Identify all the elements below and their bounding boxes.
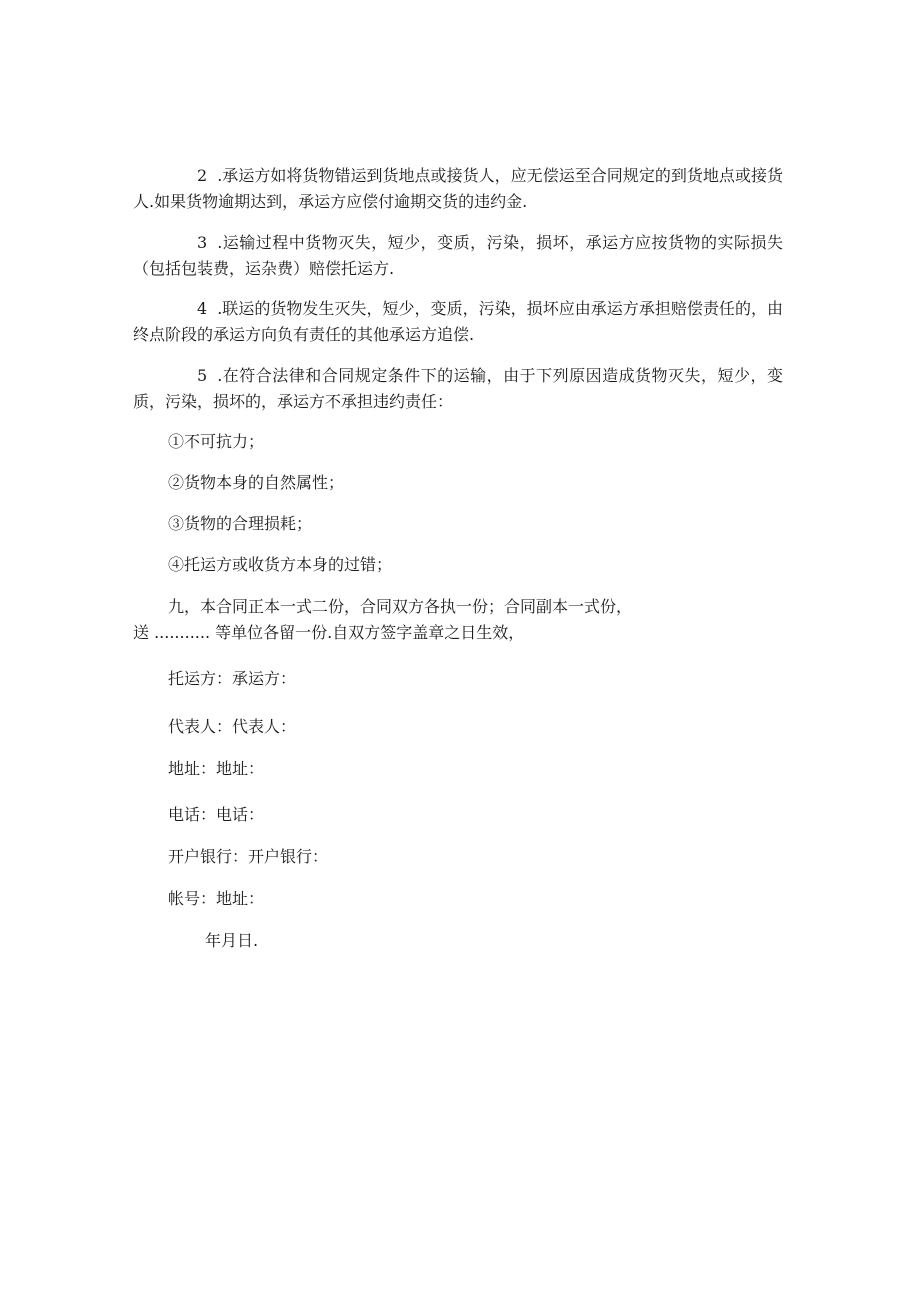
exemption-item: ④托运方或收货方本身的过错；	[168, 555, 393, 574]
clause-2	[133, 163, 783, 215]
clause-4	[133, 296, 783, 348]
signature-account-line: 帐号：地址：	[168, 889, 265, 908]
clause-number: 3	[197, 233, 208, 252]
signature-representative-line: 代表人：代表人：	[168, 717, 297, 736]
clause-text: .在符合法律和合同规定条件下的运输，由于下列原因造成货物灭失，短少，变质，污染，损坏的，承运方不承担违约责任：	[133, 366, 783, 411]
clause-text: .运输过程中货物灭失，短少，变质，污染，损坏，承运方应按货物的实际损失（包括包装费，运杂费）赔偿托运方.	[133, 233, 783, 278]
clause-9-line-1: 九，本合同正本一式二份，合同双方各执一份；合同副本一式份，	[168, 597, 633, 616]
clause-3	[133, 230, 783, 282]
clause-number: 4	[197, 299, 208, 318]
exemption-item: ③货物的合理损耗；	[168, 514, 313, 533]
signature-phone-line: 电话：电话：	[168, 805, 265, 824]
clause-text: .承运方如将货物错运到货地点或接货人，应无偿运至合同规定的到货地点或接货人.如果货物逾期达到，承运方应偿付逾期交货的违约金.	[133, 166, 783, 211]
date-line: 年月日.	[205, 931, 259, 950]
clause-number: 5	[197, 366, 208, 385]
signature-address-line: 地址：地址：	[168, 759, 265, 778]
exemption-item: ②货物本身的自然属性；	[168, 473, 345, 492]
signature-bank-line: 开户银行：开户银行：	[168, 847, 329, 866]
clause-text: .联运的货物发生灭失，短少，变质，污染，损坏应由承运方承担赔偿责任的，由终点阶段的承运方向负有责任的其他承运方追偿.	[133, 299, 783, 344]
clause-number: 2	[197, 166, 208, 185]
clause-5	[133, 363, 783, 415]
clause-9-line-2: 送 ........... 等单位各留一份.自双方签字盖章之日生效，	[133, 623, 525, 642]
exemption-item: ①不可抗力；	[168, 432, 265, 451]
signature-party-line: 托运方：承运方：	[168, 669, 297, 688]
